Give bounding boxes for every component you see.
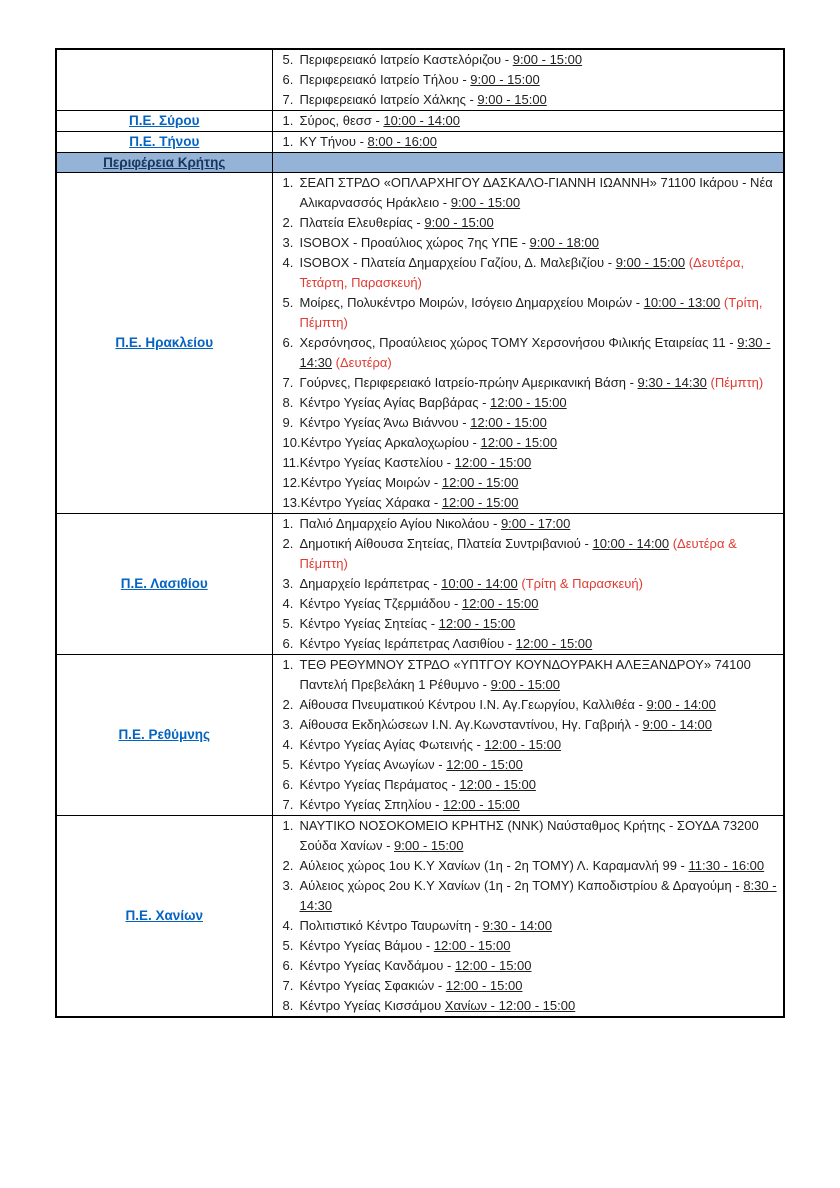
item-text [300, 816, 784, 856]
location-text: Κέντρο Υγείας Σφακιών - [299, 978, 446, 993]
region-header-row [56, 153, 784, 173]
item-text [300, 293, 784, 333]
location-text: Κέντρο Υγείας Αρκαλοχωρίου - [300, 435, 481, 450]
item-text [301, 433, 783, 453]
days-note: (Δευτέρα) [332, 355, 392, 370]
item-text [300, 655, 784, 695]
item-number: 2. [282, 697, 294, 712]
item-number: 7. [282, 797, 294, 812]
section-label-link[interactable]: Π.Ε. Τήνου [129, 134, 200, 149]
list-item [273, 816, 784, 856]
item-text [300, 253, 784, 293]
list-item [273, 956, 784, 976]
list-item [273, 856, 784, 876]
location-text: Κέντρο Υγείας Κανδάμου - [299, 958, 455, 973]
item-number: 4. [282, 737, 294, 752]
section-label-cell [56, 816, 272, 1018]
section-items-cell [272, 655, 784, 816]
hours-text: 9:00 - 15:00 [424, 215, 494, 230]
section-items-cell [272, 816, 784, 1018]
location-text: ΝΑΥΤΙΚΟ ΝΟΣΟΚΟΜΕΙΟ ΚΡΗΤΗΣ (ΝΝΚ) Ναύσταθμος Κρήτης - ΣΟΥΔΑ 73200 Σούδα Χανίων - [299, 818, 759, 853]
item-number: 7. [282, 978, 294, 993]
item-number: 6. [282, 72, 294, 87]
location-text: Κέντρο Υγείας Κισσάμου [299, 998, 445, 1013]
location-text: Κέντρο Υγείας Αγίας Βαρβάρας - [299, 395, 491, 410]
hours-text: 10:00 - 14:00 [441, 576, 518, 591]
item-text [300, 413, 784, 433]
item-text [300, 715, 784, 735]
item-text [300, 755, 784, 775]
section-items-cell [272, 111, 784, 132]
hours-text: 10:00 - 14:00 [383, 113, 461, 128]
location-text: ISOBOX - Πλατεία Δημαρχείου Γαζίου, Δ. Μαλεβιζίου - [299, 255, 616, 270]
section-label-link[interactable]: Π.Ε. Λασιθίου [120, 576, 208, 591]
list-item [273, 233, 784, 253]
regions-schedule-table [55, 48, 785, 1018]
item-text [300, 936, 784, 956]
list-item [273, 534, 784, 574]
hours-text: 9:00 - 15:00 [512, 52, 583, 67]
location-text: Γούρνες, Περιφερειακό Ιατρείο-πρώην Αμερικανική Βάση - [299, 375, 638, 390]
item-number: 11. [282, 455, 300, 470]
list-item [273, 876, 784, 916]
item-text [300, 956, 784, 976]
item-number: 4. [282, 918, 294, 933]
list-item [273, 433, 784, 453]
location-text: Κέντρο Υγείας Μοιρών - [300, 475, 442, 490]
location-text: Χερσόνησος, Προαύλειος χώρος ΤΟΜΥ Χερσονήσου Φιλικής Εταιρείας 11 - [299, 335, 738, 350]
location-text: Περιφερειακό Ιατρείο Καστελόριζου - [299, 52, 513, 67]
location-text: Κέντρο Υγείας Περάματος - [299, 777, 460, 792]
section-label-link[interactable]: Π.Ε. Ρεθύμνης [118, 727, 211, 742]
location-text: Κέντρο Υγείας Σητείας - [299, 616, 439, 631]
item-number: 6. [282, 335, 294, 350]
item-text [300, 233, 784, 253]
item-text [300, 373, 784, 393]
item-number: 1. [282, 818, 294, 833]
list-item [273, 333, 784, 373]
location-text: Αύλειος χώρος 1ου Κ.Υ Χανίων (1η - 2η ΤΟΜΥ) Λ. Καραμανλή 99 - [299, 858, 689, 873]
item-text [300, 453, 783, 473]
list-item [273, 695, 784, 715]
section-row [56, 173, 784, 514]
list-item [273, 111, 784, 131]
hours-text: 8:00 - 16:00 [367, 134, 437, 149]
item-number: 1. [282, 516, 294, 531]
section-label-link[interactable]: Π.Ε. Χανίων [125, 908, 203, 923]
list-item [273, 493, 784, 513]
hours-text: 12:00 - 15:00 [446, 757, 523, 772]
hours-text: 9:00 - 15:00 [470, 72, 540, 87]
list-item [273, 634, 784, 654]
section-items-cell [272, 514, 784, 655]
location-text: ΣΕΑΠ ΣΤΡΔΟ «ΟΠΛΑΡΧΗΓΟΥ ΔΑΣΚΑΛΟ-ΓΙΑΝΝΗ ΙΩΑΝΝΗ» 71100 Ικάρου - Νέα Αλικαρνασσός Ηράκλειο - [299, 175, 773, 210]
section-label-cell [56, 49, 272, 111]
section-items-cell [272, 49, 784, 111]
hours-text: 10:00 - 14:00 [592, 536, 670, 551]
section-label-cell [56, 111, 272, 132]
hours-text: 9:00 - 17:00 [500, 516, 571, 531]
regions-table-body [56, 49, 784, 1017]
item-text [300, 50, 784, 70]
location-text: Δημαρχείο Ιεράπετρας - [299, 576, 442, 591]
location-text: Πλατεία Ελευθερίας - [299, 215, 425, 230]
list-item [273, 916, 784, 936]
item-number: 3. [282, 576, 294, 591]
location-text: Κέντρο Υγείας Τζερμιάδου - [299, 596, 462, 611]
list-item [273, 132, 784, 152]
list-item [273, 936, 784, 956]
item-number: 1. [282, 175, 294, 190]
hours-text: 9:00 - 18:00 [529, 235, 599, 250]
item-text [300, 574, 784, 594]
hours-text: Χανίων - 12:00 - 15:00 [444, 998, 576, 1013]
location-text: Περιφερειακό Ιατρείο Τήλου - [299, 72, 471, 87]
days-note: (Πέμπτη) [706, 375, 764, 390]
hours-text: 12:00 - 15:00 [443, 797, 520, 812]
section-row [56, 816, 784, 1018]
location-text: Αίθουσα Πνευματικού Κέντρου Ι.Ν. Αγ.Γεωργίου, Καλλιθέα - [299, 697, 647, 712]
location-text: Σύρος, θεσσ - [299, 113, 384, 128]
item-text [300, 735, 784, 755]
item-number: 12. [282, 475, 301, 490]
hours-text: 9:00 - 15:00 [450, 195, 521, 210]
section-row [56, 514, 784, 655]
list-item [273, 976, 784, 996]
location-text: Κέντρο Υγείας Βάμου - [299, 938, 434, 953]
item-number: 5. [282, 616, 294, 631]
hours-text: 9:00 - 14:00 [642, 717, 712, 732]
item-text [300, 916, 784, 936]
list-item [273, 775, 784, 795]
item-text [300, 695, 784, 715]
hours-text: 9:30 - 14:30 [637, 375, 707, 390]
item-number: 6. [282, 636, 294, 651]
section-items-cell [272, 132, 784, 153]
item-number: 5. [282, 52, 294, 67]
item-number: 6. [282, 958, 294, 973]
item-text [300, 514, 784, 534]
item-number: 5. [282, 938, 294, 953]
item-number: 3. [282, 235, 294, 250]
hours-text: 12:00 - 15:00 [459, 777, 536, 792]
item-number: 8. [282, 998, 294, 1013]
days-note: (Τρίτη, Πέμπτη) [299, 295, 763, 330]
section-row [56, 49, 784, 111]
location-text: Πολιτιστικό Κέντρο Ταυρωνίτη - [299, 918, 483, 933]
list-item [273, 795, 784, 815]
item-text [300, 173, 784, 213]
list-item [273, 90, 784, 110]
hours-text: 12:00 - 15:00 [441, 495, 519, 510]
list-item [273, 996, 784, 1016]
location-text: Κέντρο Υγείας Άνω Βιάννου - [299, 415, 471, 430]
item-text [300, 333, 784, 373]
list-item [273, 473, 784, 493]
item-number: 5. [282, 757, 294, 772]
list-item [273, 413, 784, 433]
list-item [273, 70, 784, 90]
list-item [273, 574, 784, 594]
item-text [300, 996, 784, 1016]
item-number: 6. [282, 777, 294, 792]
list-item [273, 594, 784, 614]
section-label-link[interactable]: Π.Ε. Σύρου [129, 113, 200, 128]
section-items-cell [272, 173, 784, 514]
list-item [273, 655, 784, 695]
item-text [300, 634, 784, 654]
item-text [300, 876, 784, 916]
item-text [300, 213, 784, 233]
hours-text: 12:00 - 15:00 [484, 737, 562, 752]
days-note: (Τρίτη & Παρασκευή) [517, 576, 643, 591]
list-item [273, 614, 784, 634]
location-text: Κέντρο Υγείας Καστελίου - [299, 455, 455, 470]
location-text: ΚΥ Τήνου - [299, 134, 368, 149]
hours-text: 9:30 - 14:00 [482, 918, 552, 933]
section-label-cell [56, 153, 272, 173]
days-note: (Δευτέρα, Τετάρτη, Παρασκευή) [299, 255, 745, 290]
item-number: 9. [282, 415, 294, 430]
item-number: 3. [282, 878, 294, 893]
location-text: Παλιό Δημαρχείο Αγίου Νικολάου - [299, 516, 501, 531]
list-item [273, 50, 784, 70]
item-number: 10. [282, 435, 301, 450]
list-item [273, 253, 784, 293]
list-item [273, 213, 784, 233]
hours-text: 12:00 - 15:00 [470, 415, 547, 430]
hours-text: 12:00 - 15:00 [461, 596, 539, 611]
item-text [300, 393, 784, 413]
location-text: Περιφερειακό Ιατρείο Χάλκης - [299, 92, 478, 107]
item-number: 2. [282, 536, 294, 551]
days-note: (Δευτέρα & Πέμπτη) [299, 536, 737, 571]
section-label-cell [56, 173, 272, 514]
hours-text: 12:00 - 15:00 [438, 616, 516, 631]
list-item [273, 293, 784, 333]
hours-text: 8:30 - 14:30 [299, 878, 777, 913]
item-number: 1. [282, 134, 294, 149]
location-text: Δημοτική Αίθουσα Σητείας, Πλατεία Συντριβανιού - [299, 536, 593, 551]
hours-text: 9:30 - 14:30 [299, 335, 771, 370]
hours-text: 9:00 - 15:00 [394, 838, 464, 853]
item-text [300, 775, 784, 795]
hours-text: 12:00 - 15:00 [490, 395, 567, 410]
location-text: Αίθουσα Εκδηλώσεων Ι.Ν. Αγ.Κωνσταντίνου, Ηγ. Γαβριήλ - [299, 717, 643, 732]
list-item [273, 735, 784, 755]
list-item [273, 453, 784, 473]
item-number: 7. [282, 92, 294, 107]
item-text [300, 70, 784, 90]
hours-text: 9:00 - 15:00 [615, 255, 686, 270]
section-label-cell [56, 655, 272, 816]
location-text: ΤΕΘ ΡΕΘΥΜΝΟΥ ΣΤΡΔΟ «ΥΠΤΓΟΥ ΚΟΥΝΔΟΥΡΑΚΗ ΑΛΕΞΑΝΔΡΟΥ» 74100 Παντελή Πρεβελάκη 1 Ρέθυμνο - [299, 657, 751, 692]
section-label-cell [56, 132, 272, 153]
location-text: Κέντρο Υγείας Χάρακα - [300, 495, 442, 510]
item-number: 1. [282, 657, 294, 672]
location-text: Αύλειος χώρος 2ου Κ.Υ Χανίων (1η - 2η ΤΟΜΥ) Καποδιστρίου & Δραγούμη - [299, 878, 744, 893]
hours-text: 12:00 - 15:00 [433, 938, 511, 953]
location-text: Κέντρο Υγείας Ιεράπετρας Λασιθίου - [299, 636, 516, 651]
item-text [300, 614, 784, 634]
location-text: Μοίρες, Πολυκέντρο Μοιρών, Ισόγειο Δημαρχείου Μοιρών - [299, 295, 644, 310]
item-text [300, 90, 784, 110]
section-row [56, 132, 784, 153]
hours-text: 10:00 - 13:00 [643, 295, 721, 310]
item-text [301, 493, 783, 513]
location-text: ISOBOX - Προαύλιος χώρος 7ης ΥΠΕ - [299, 235, 530, 250]
item-number: 7. [282, 375, 294, 390]
section-label-link[interactable]: Π.Ε. Ηρακλείου [115, 335, 214, 350]
hours-text: 12:00 - 15:00 [454, 455, 532, 470]
section-label-cell [56, 514, 272, 655]
section-row [56, 655, 784, 816]
item-text [300, 534, 784, 574]
list-item [273, 715, 784, 735]
item-text [300, 132, 784, 152]
location-text: Κέντρο Υγείας Ανωγίων - [299, 757, 447, 772]
item-number: 2. [282, 215, 294, 230]
hours-text: 12:00 - 15:00 [480, 435, 558, 450]
list-item [273, 173, 784, 213]
hours-text: 9:00 - 15:00 [477, 92, 547, 107]
hours-text: 9:00 - 14:00 [646, 697, 716, 712]
hours-text: 11:30 - 16:00 [688, 858, 765, 873]
item-text [300, 111, 784, 131]
item-text [300, 594, 784, 614]
location-text: Κέντρο Υγείας Σπηλίου - [299, 797, 444, 812]
region-header-label: Περιφέρεια Κρήτης [103, 154, 226, 170]
item-text [300, 795, 784, 815]
list-item [273, 373, 784, 393]
section-items-cell [272, 153, 784, 173]
item-number: 1. [282, 113, 294, 128]
section-row [56, 111, 784, 132]
hours-text: 9:00 - 15:00 [490, 677, 560, 692]
item-text [300, 976, 784, 996]
hours-text: 12:00 - 15:00 [445, 978, 523, 993]
item-number: 13. [282, 495, 301, 510]
item-number: 8. [282, 395, 294, 410]
item-number: 3. [282, 717, 294, 732]
item-text [301, 473, 783, 493]
list-item [273, 755, 784, 775]
item-number: 5. [282, 295, 294, 310]
hours-text: 12:00 - 15:00 [454, 958, 532, 973]
item-number: 4. [282, 596, 294, 611]
location-text: Κέντρο Υγείας Αγίας Φωτεινής - [299, 737, 485, 752]
hours-text: 12:00 - 15:00 [515, 636, 593, 651]
item-text [300, 856, 784, 876]
hours-text: 12:00 - 15:00 [441, 475, 519, 490]
item-number: 4. [282, 255, 294, 270]
list-item [273, 393, 784, 413]
item-number: 2. [282, 858, 294, 873]
list-item [273, 514, 784, 534]
